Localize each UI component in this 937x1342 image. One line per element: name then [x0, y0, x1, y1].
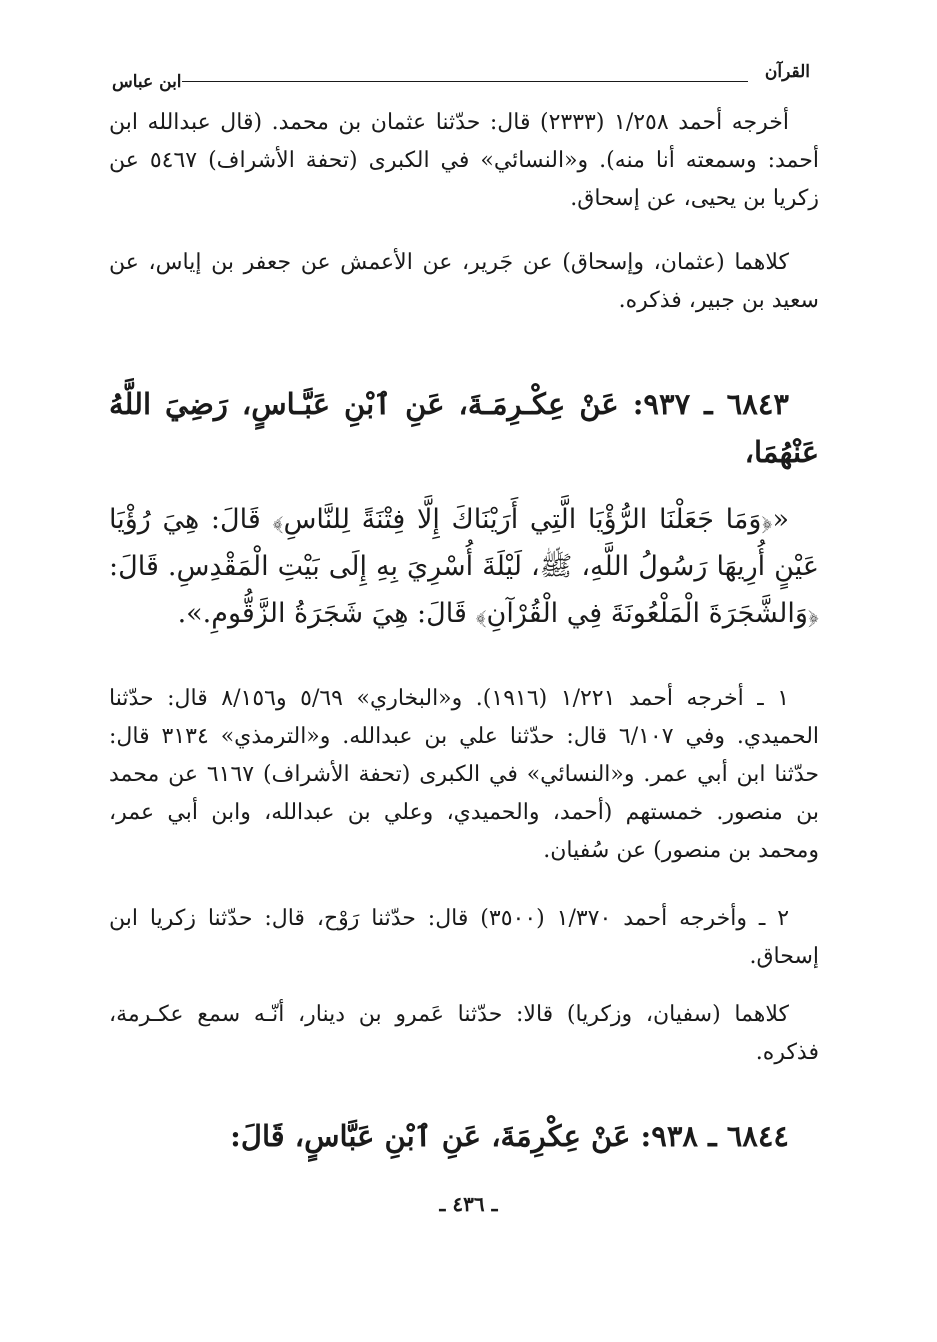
reference-paragraph-5: كلاهما (سفيان، وزكريا) قالا: حدّثنا عَمرو بن دينار، أنّـه سمع عكـرمة، فذكره.	[109, 1002, 819, 1065]
reference-paragraph-2: كلاهما (عثمان، وإسحاق) عن جَرير، عن الأعمش عن جعفر بن إياس، عن سعيد بن جبير، فذكره.	[109, 250, 819, 313]
chapter-title: القرآن	[764, 62, 810, 82]
page-number: ـ ٤٣٦ ـ	[439, 1192, 498, 1216]
header-rule	[182, 81, 748, 82]
reference-paragraph-1: أخرجه أحمد ١/٢٥٨ (٢٣٣٣) قال: حدّثنا عثمان بن محمد. (قال عبدالله ابن أحمد: وسمعته أنا منه). و«النسائي» في الكبرى (تحفة الأشراف) ٥٤٦٧ عن زكريا بن يحيى، عن إسحاق.	[109, 110, 819, 211]
reference-paragraph-3: ١ ـ أخرجه أحمد ١/٢٢١ (١٩١٦). و«البخاري» ٥/٦٩ و٨/١٥٦ قال: حدّثنا الحميدي. وفي ٦/١٠٧ قال: حدّثنا علي بن عبدالله. و«الترمذي» ٣١٣٤ قال: حدّثنا ابن أبي عمر. و«النسائي» في الكبرى (تحفة الأشراف) ٦١٦٧ عن محمد بن منصور. خمستهم (أحمد، والحميدي، وعلي بن عبدالله، وابن أبي عمر، ومحمد بن منصور) عن سُفيان.	[109, 686, 820, 863]
hadith-heading-6843: ٦٨٤٣ ـ ٩٣٧: عَنْ عِكْـرِمَـةَ، عَنِ ٱبْنِ عَبَّـاسٍ، رَضِيَ اللَّهُ عَنْهُمَا،	[109, 387, 819, 469]
hadith-text-6843: «﴿وَمَا جَعَلْنَا الرُّؤْيَا الَّتِي أَرَيْنَاكَ إِلَّا فِتْنَةً لِلنَّاسِ﴾ قَالَ: هِيَ رُؤْيَا عَيْنٍ أُرِيهَا رَسُولُ اللَّهِ، ﷺ، لَيْلَةَ أُسْرِيَ بِهِ إِلَى بَيْتِ الْمَقْدِسِ. قَالَ: ﴿وَالشَّجَرَةَ الْمَلْعُونَةَ فِي الْقُرْآنِ﴾ قَالَ: هِيَ شَجَرَةُ الزَّقُّومِ.».	[109, 504, 819, 629]
reference-paragraph-4: ٢ ـ وأخرجه أحمد ١/٣٧٠ (٣٥٠٠) قال: حدّثنا رَوْح، قال: حدّثنا زكريا ابن إسحاق.	[109, 906, 819, 969]
running-header	[112, 60, 810, 92]
section-title: ابن عباس	[112, 72, 182, 92]
hadith-heading-6844: ٦٨٤٤ ـ ٩٣٨: عَنْ عِكْرِمَةَ، عَنِ ٱبْنِ عَبَّاسٍ، قَالَ:	[230, 1119, 789, 1153]
